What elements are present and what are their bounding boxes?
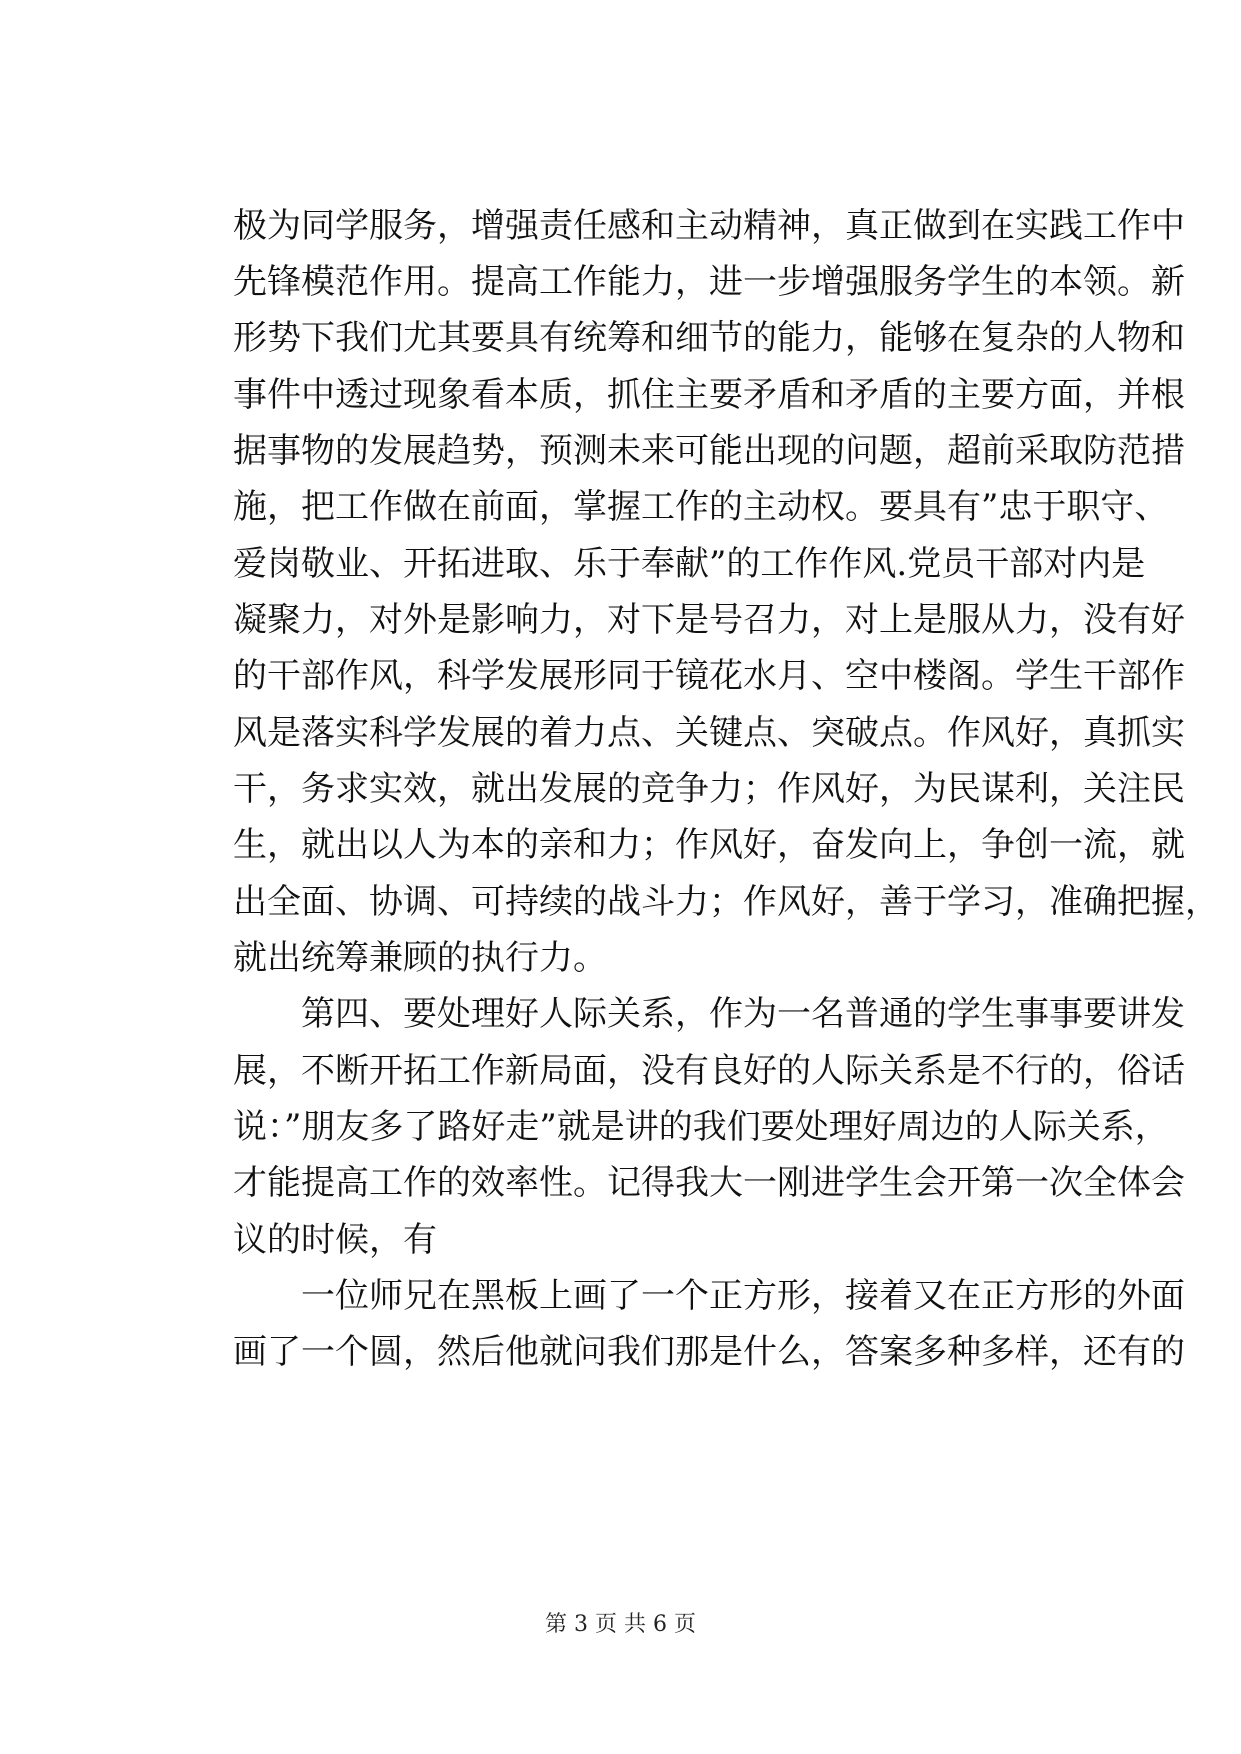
paragraph-line: 就出统筹兼顾的执行力。 bbox=[233, 938, 607, 978]
paragraph-line: 事件中透过现象看本质，抓住主要矛盾和矛盾的主要方面，并根 bbox=[233, 375, 1185, 415]
paragraph-line: 爱岗敬业、开拓进取、乐于奉献”的工作作风.党员干部对内是 bbox=[233, 544, 1146, 584]
paragraph-line: 生，就出以人为本的亲和力；作风好，奋发向上，争创一流，就 bbox=[233, 825, 1185, 865]
paragraph-line: 先锋模范作用。提高工作能力，进一步增强服务学生的本领。新 bbox=[233, 262, 1185, 302]
paragraph-line: 据事物的发展趋势，预测未来可能出现的问题，超前采取防范措 bbox=[233, 431, 1185, 471]
page-number-footer: 第 3 页 共 6 页 bbox=[545, 1612, 696, 1637]
paragraph-line: 画了一个圆，然后他就问我们那是什么，答案多种多样，还有的 bbox=[233, 1332, 1185, 1372]
paragraph-line: 凝聚力，对外是影响力，对下是号召力，对上是服从力，没有好 bbox=[233, 600, 1185, 640]
paragraph-line: 说：”朋友多了路好走”就是讲的我们要处理好周边的人际关系， bbox=[233, 1107, 1169, 1147]
paragraph-line: 议的时候，有 bbox=[233, 1220, 437, 1260]
paragraph-line: 干，务求实效，就出发展的竞争力；作风好，为民谋利，关注民 bbox=[233, 769, 1185, 809]
paragraph-line: 施，把工作做在前面，掌握工作的主动权。要具有”忠于职守、 bbox=[233, 487, 1169, 527]
paragraph-line: 一位师兄在黑板上画了一个正方形，接着又在正方形的外面 bbox=[301, 1276, 1185, 1316]
paragraph-line: 的干部作风，科学发展形同于镜花水月、空中楼阁。学生干部作 bbox=[233, 656, 1185, 696]
paragraph-line: 展，不断开拓工作新局面，没有良好的人际关系是不行的，俗话 bbox=[233, 1051, 1185, 1091]
paragraph-line: 才能提高工作的效率性。记得我大一刚进学生会开第一次全体会 bbox=[233, 1163, 1185, 1203]
paragraph-line: 第四、要处理好人际关系，作为一名普通的学生事事要讲发 bbox=[301, 994, 1185, 1034]
paragraph-line: 风是落实科学发展的着力点、关键点、突破点。作风好，真抓实 bbox=[233, 713, 1185, 753]
paragraph-line: 极为同学服务，增强责任感和主动精神，真正做到在实践工作中 bbox=[233, 206, 1185, 246]
paragraph-line: 形势下我们尤其要具有统筹和细节的能力，能够在复杂的人物和 bbox=[233, 318, 1185, 358]
paragraph-line: 出全面、协调、可持续的战斗力；作风好，善于学习，准确把握， bbox=[233, 882, 1219, 922]
